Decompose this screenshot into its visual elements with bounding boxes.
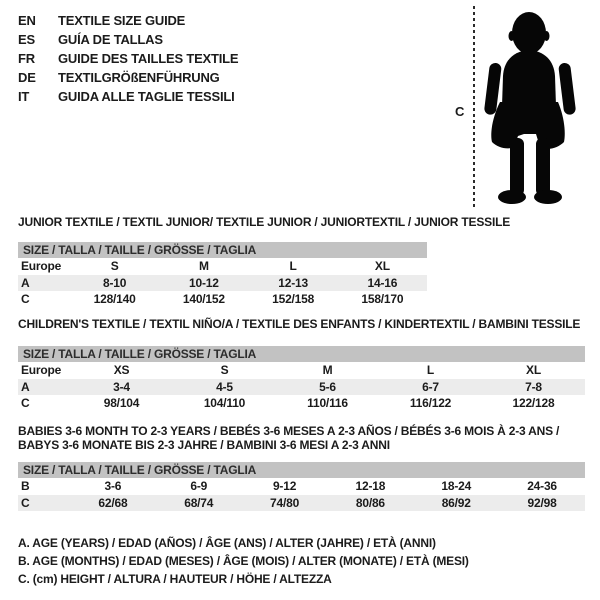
size-cell: 12-18	[355, 479, 386, 493]
footnote-c: C. (cm) HEIGHT / ALTURA / HAUTEUR / HÖHE / ALTEZZA	[18, 572, 332, 586]
babies-table-title-line1: BABIES 3-6 MONTH TO 2-3 YEARS / BEBÉS 3-6 MESES A 2-3 AÑOS / BÉBÉS 3-6 MOIS À 2-3 ANS /	[18, 424, 560, 438]
language-row	[18, 68, 238, 87]
babies-table	[18, 462, 585, 511]
size-cell: 152/158	[272, 292, 315, 306]
language-code: DE	[18, 70, 36, 85]
height-measure-label: C	[455, 104, 465, 119]
language-row	[18, 87, 238, 106]
size-cell: 6-7	[422, 380, 439, 394]
children-table	[18, 346, 585, 411]
size-cell: S	[110, 259, 119, 273]
footnotes	[18, 534, 469, 588]
height-measure-line	[473, 6, 475, 210]
size-cell: 6-9	[190, 479, 208, 493]
language-title: GUIDE DES TAILLES TEXTILE	[58, 51, 239, 66]
language-code: EN	[18, 13, 36, 28]
size-cell: XS	[113, 363, 130, 377]
size-cell: 4-5	[216, 380, 233, 394]
children-section	[18, 317, 585, 411]
size-cell: 128/140	[93, 292, 136, 306]
size-cell: 140/152	[182, 292, 225, 306]
size-cell: 14-16	[367, 276, 398, 290]
size-cell: 110/116	[307, 396, 348, 410]
language-row	[18, 11, 238, 30]
table-row	[18, 258, 427, 275]
size-cell: 158/170	[361, 292, 404, 306]
size-cell: 68/74	[184, 496, 214, 510]
row-label: Europe	[21, 363, 62, 377]
size-cell: 8-10	[103, 276, 127, 290]
size-cell: 74/80	[270, 496, 300, 510]
junior-section	[18, 215, 510, 307]
footnote-b: B. AGE (MONTHS) / EDAD (MESES) / ÂGE (MOIS) / ALTER (MONATE) / ETÀ (MESI)	[18, 554, 469, 568]
table-row	[18, 379, 585, 395]
size-cell: 3-6	[104, 479, 122, 493]
size-header-bar: SIZE / TALLA / TAILLE / GRÖSSE / TAGLIA	[18, 346, 585, 362]
children-table-title: CHILDREN'S TEXTILE / TEXTIL NIÑO/A / TEXTILE DES ENFANTS / KINDERTEXTIL / BAMBINI TESSILE	[18, 317, 581, 331]
row-label: Europe	[21, 259, 62, 273]
row-label: C	[21, 396, 30, 410]
row-label: A	[21, 380, 30, 394]
language-row	[18, 49, 238, 68]
baby-silhouette-icon	[482, 8, 578, 206]
babies-table-title-line2: BABYS 3-6 MONATE BIS 2-3 JAHRE / BAMBINI 3-6 MESI A 2-3 ANNI	[18, 438, 390, 452]
size-cell: 12-13	[278, 276, 308, 290]
language-row	[18, 30, 238, 49]
row-label: A	[21, 276, 30, 290]
size-cell: L	[426, 363, 435, 377]
size-cell: 104/110	[203, 396, 246, 410]
row-label: C	[21, 496, 30, 510]
size-cell: 5-6	[319, 380, 336, 394]
table-row	[18, 495, 585, 511]
language-code: IT	[18, 89, 30, 104]
size-cell: 86/92	[441, 496, 471, 510]
size-cell: 24-36	[527, 479, 557, 493]
table-row	[18, 275, 427, 291]
language-title: GUIDA ALLE TAGLIE TESSILI	[58, 89, 235, 104]
size-cell: XL	[526, 363, 541, 377]
language-title: TEXTILE SIZE GUIDE	[58, 13, 186, 28]
language-code: FR	[18, 51, 35, 66]
table-row	[18, 291, 427, 307]
size-cell: 10-12	[189, 276, 219, 290]
size-cell: 3-4	[113, 380, 130, 394]
size-cell: M	[322, 363, 333, 377]
size-header-bar: SIZE / TALLA / TAILLE / GRÖSSE / TAGLIA	[18, 242, 427, 258]
junior-table-title: JUNIOR TEXTILE / TEXTIL JUNIOR/ TEXTILE JUNIOR / JUNIORTEXTIL / JUNIOR TESSILE	[18, 215, 511, 229]
size-cell: XL	[374, 259, 390, 273]
size-cell: 92/98	[527, 496, 557, 510]
size-cell: 98/104	[103, 396, 140, 410]
language-header	[18, 11, 238, 106]
language-code: ES	[18, 32, 35, 47]
size-cell: 122/128	[512, 396, 555, 410]
size-cell: L	[289, 259, 297, 273]
babies-section	[18, 424, 585, 511]
size-cell: 7-8	[525, 380, 542, 394]
table-row	[18, 478, 585, 495]
size-header-bar: SIZE / TALLA / TAILLE / GRÖSSE / TAGLIA	[18, 462, 585, 478]
size-cell: 80/86	[355, 496, 385, 510]
language-title: TEXTILGRÖßENFÜHRUNG	[58, 70, 220, 85]
size-cell: 62/68	[98, 496, 128, 510]
row-label: C	[21, 292, 30, 306]
size-cell: S	[220, 363, 229, 377]
size-cell: M	[198, 259, 209, 273]
table-row	[18, 362, 585, 379]
row-label: B	[21, 479, 30, 493]
size-cell: 116/122	[409, 396, 452, 410]
junior-table	[18, 242, 427, 307]
size-cell: 9-12	[272, 479, 297, 493]
size-cell: 18-24	[441, 479, 472, 493]
table-row	[18, 395, 585, 411]
language-title: GUÍA DE TALLAS	[58, 32, 163, 47]
footnote-a: A. AGE (YEARS) / EDAD (AÑOS) / ÂGE (ANS) / ALTER (JAHRE) / ETÀ (ANNI)	[18, 536, 436, 550]
